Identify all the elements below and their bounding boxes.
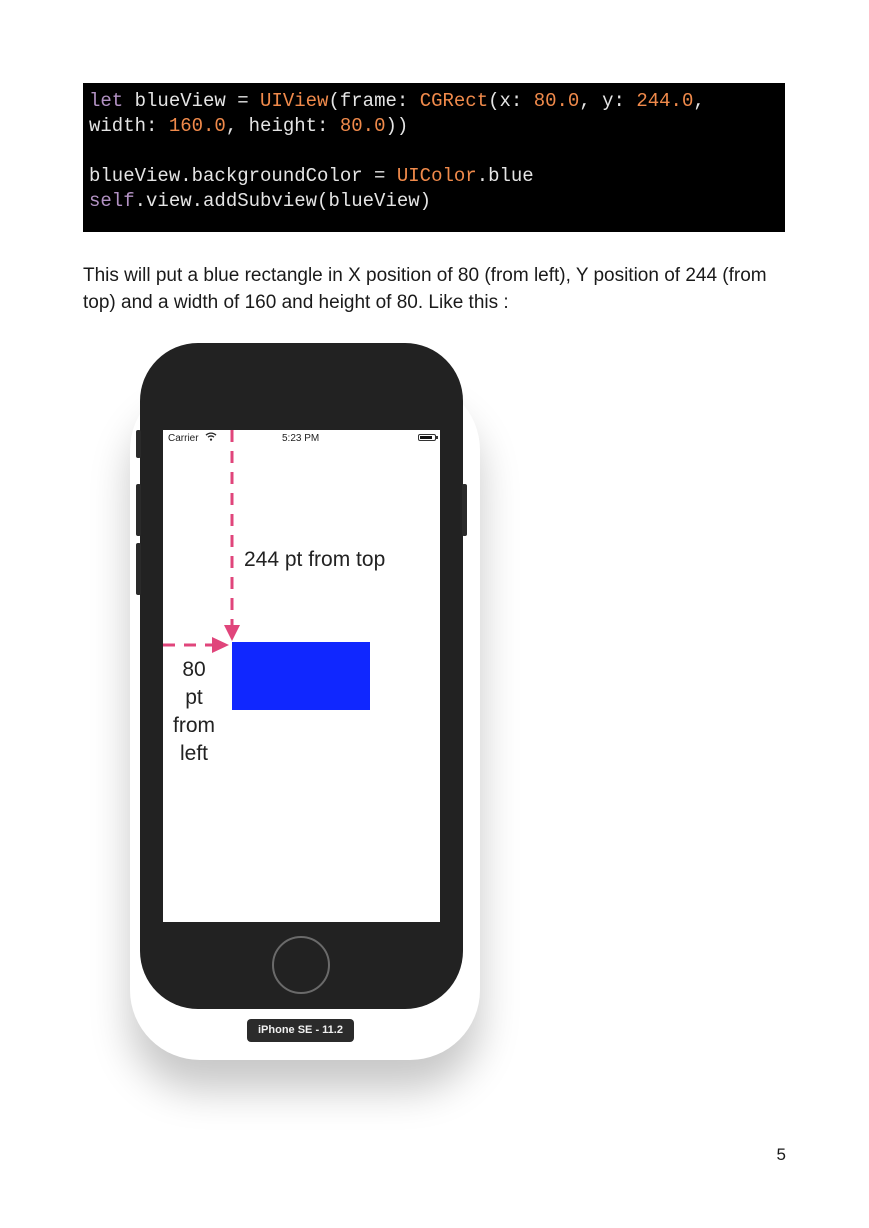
code-line bbox=[89, 89, 779, 114]
carrier-label: Carrier bbox=[168, 433, 199, 444]
code-token: .blue bbox=[476, 165, 534, 187]
code-token: UIColor bbox=[396, 165, 477, 187]
code-token: (frame: bbox=[328, 90, 420, 112]
code-token: 80.0 bbox=[533, 90, 580, 112]
code-token: blueView = bbox=[123, 90, 261, 112]
home-button[interactable] bbox=[272, 936, 330, 994]
code-token: let bbox=[89, 90, 124, 112]
down-arrow-head bbox=[224, 625, 240, 641]
left-offset-label-line: from bbox=[173, 714, 215, 737]
code-token: 80.0 bbox=[339, 115, 386, 137]
phone-power-button bbox=[462, 484, 467, 536]
code-block bbox=[83, 83, 785, 232]
blue-rectangle-view bbox=[232, 642, 370, 710]
phone-volume-down-button bbox=[136, 543, 141, 595]
code-line bbox=[89, 139, 779, 164]
code-token: (x: bbox=[488, 90, 534, 112]
code-token: 160.0 bbox=[168, 115, 226, 137]
right-arrow-head bbox=[212, 637, 229, 653]
code-token: , y: bbox=[579, 90, 637, 112]
code-line bbox=[89, 164, 779, 189]
left-offset-label bbox=[165, 656, 223, 768]
left-offset-label-line: left bbox=[179, 742, 208, 765]
phone-volume-up-button bbox=[136, 484, 141, 536]
left-offset-label-line: 80 bbox=[182, 658, 206, 681]
code-line bbox=[89, 114, 779, 139]
code-token: .view.addSubview(blueView) bbox=[134, 190, 432, 212]
phone-screen bbox=[163, 430, 440, 922]
code-token: 244.0 bbox=[636, 90, 694, 112]
left-offset-label-line: pt bbox=[185, 686, 203, 709]
code-token: CGRect bbox=[419, 90, 489, 112]
code-token: blueView.backgroundColor = bbox=[89, 165, 397, 187]
top-offset-label: 244 pt from top bbox=[244, 548, 386, 571]
code-token: self bbox=[89, 190, 135, 212]
phone-mute-switch bbox=[136, 430, 141, 458]
device-label: iPhone SE - 11.2 bbox=[247, 1019, 354, 1042]
code-token: UIView bbox=[260, 90, 329, 112]
body-paragraph: This will put a blue rectangle in X position of 80 (from left), Y position of 244 (from top) and a width of 160 and height of 80. Like this : bbox=[83, 265, 767, 313]
page-number: 5 bbox=[776, 1145, 786, 1164]
code-token: )) bbox=[385, 115, 409, 137]
code-token: width: bbox=[89, 115, 169, 137]
code-token: , height: bbox=[225, 115, 340, 137]
code-line bbox=[89, 189, 779, 214]
code-token: , bbox=[693, 90, 705, 112]
status-time: 5:23 PM bbox=[282, 433, 320, 444]
